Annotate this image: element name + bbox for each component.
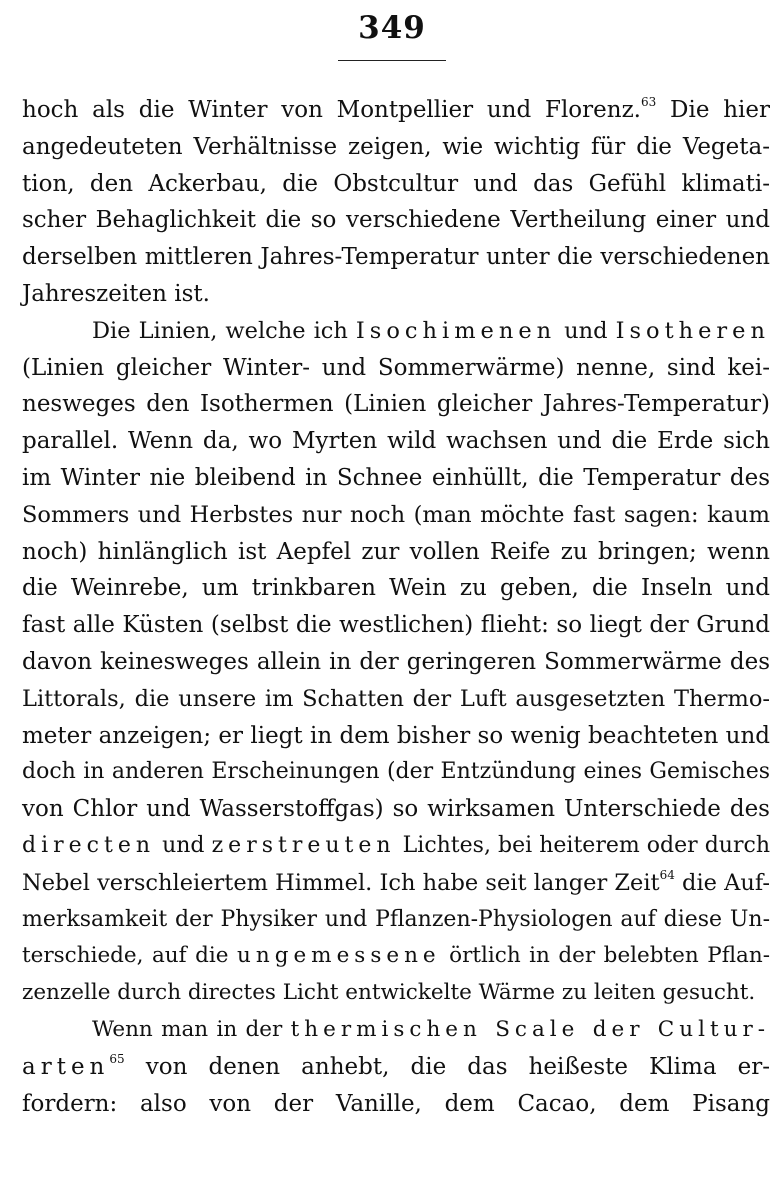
- text-run: terschiede, auf die: [22, 943, 237, 969]
- text-run: Lichtes, bei heiterem oder durch: [395, 832, 770, 858]
- text-line: parallel. Wenn da, wo Myrten wild wachsen und die Erde sich: [22, 428, 770, 455]
- text-line: nesweges den Isothermen (Linien gleicher Jahres-Temperatur): [22, 391, 770, 418]
- text-run: und: [556, 317, 616, 344]
- text-line: tion, den Ackerbau, die Obstcultur und das Gefühl klimati-: [22, 170, 770, 197]
- text-line: derselben mittleren Jahres-Temperatur unter die verschiedenen: [22, 244, 770, 271]
- text-line: [22, 1049, 770, 1086]
- text-run: von denen anhebt, die das heißeste Klima er-: [124, 1053, 770, 1080]
- text-line: Jahreszeiten ist.: [22, 280, 210, 307]
- text-run: Wenn man in der: [92, 1016, 291, 1042]
- text-line: scher Behaglichkeit die so verschiedene Vertheilung einer und: [22, 207, 770, 234]
- text-line: [22, 92, 770, 129]
- text-line: Littorals, die unsere im Schatten der Luft ausgesetzten Thermo-: [22, 685, 770, 712]
- text-run: Die hier: [656, 97, 770, 123]
- text-line: die Weinrebe, um trinkbaren Wein zu geben, die Inseln und: [22, 575, 770, 602]
- text-line: doch in anderen Erscheinungen (der Entzündung eines Gemisches: [22, 759, 770, 785]
- header-rule: [338, 60, 446, 61]
- text-line: [22, 313, 770, 350]
- text-line: zenzelle durch directes Licht entwickelte Wärme zu leiten gesucht.: [22, 980, 756, 1006]
- footnote-ref-64[interactable]: 64: [659, 867, 675, 882]
- text-line: angedeuteten Verhältnisse zeigen, wie wichtig für die Vegeta-: [22, 133, 770, 160]
- text-run: die Auf-: [674, 869, 770, 896]
- text-line: Sommers und Herbstes nur noch (man möchte fast sagen: kaum: [22, 501, 770, 528]
- text-line: von Chlor und Wasserstoffgas) so wirksamen Unterschiede des: [22, 796, 770, 823]
- spaced-term-directen: directen: [22, 832, 156, 858]
- text-line: im Winter nie bleibend in Schnee einhüllt, die Temperatur des: [22, 464, 770, 491]
- footnote-ref-65[interactable]: 65: [109, 1051, 125, 1066]
- text-line: [22, 828, 770, 865]
- text-line: fast alle Küsten (selbst die westlichen) flieht: so liegt der Grund: [22, 612, 770, 639]
- spaced-term-zerstreuten: zerstreuten: [211, 832, 396, 858]
- spaced-term-arten: arten: [22, 1053, 110, 1080]
- text-run: Die Linien, welche ich: [92, 317, 356, 344]
- text-line: davon keinesweges allein in der geringeren Sommerwärme des: [22, 648, 770, 675]
- text-run: hoch als die Winter von Montpellier und Florenz.: [22, 97, 641, 123]
- text-run: örtlich in der belebten Pflan-: [440, 943, 770, 969]
- spaced-term-isotheren: Isotheren: [615, 317, 770, 344]
- text-line: [22, 938, 770, 975]
- text-run: Nebel verschleiertem Himmel. Ich habe seit langer Zeit: [22, 869, 660, 896]
- text-line: (Linien gleicher Winter- und Sommerwärme) nenne, sind kei-: [22, 354, 770, 381]
- text-line: meter anzeigen; er liegt in dem bisher so wenig beachteten und: [22, 722, 770, 749]
- spaced-term-thermische-scale: thermischen Scale der Cultur-: [290, 1016, 771, 1042]
- footnote-ref-63[interactable]: 63: [641, 95, 657, 109]
- text-line: fordern: also von der Vanille, dem Cacao, dem Pisang: [22, 1090, 770, 1117]
- text-line: merksamkeit der Physiker und Pflanzen-Physiologen auf diese Un-: [22, 906, 770, 932]
- spaced-term-ungemessene: ungemessene: [237, 943, 441, 969]
- spaced-term-isochimenen: Isochimenen: [355, 317, 557, 344]
- text-line: noch) hinlänglich ist Aepfel zur vollen Reife zu bringen; wenn: [22, 538, 770, 565]
- text-line: [22, 1012, 770, 1049]
- text-line: [22, 865, 770, 902]
- page-number: 349: [358, 10, 426, 46]
- body-text: [22, 92, 770, 1122]
- text-run: und: [155, 832, 212, 858]
